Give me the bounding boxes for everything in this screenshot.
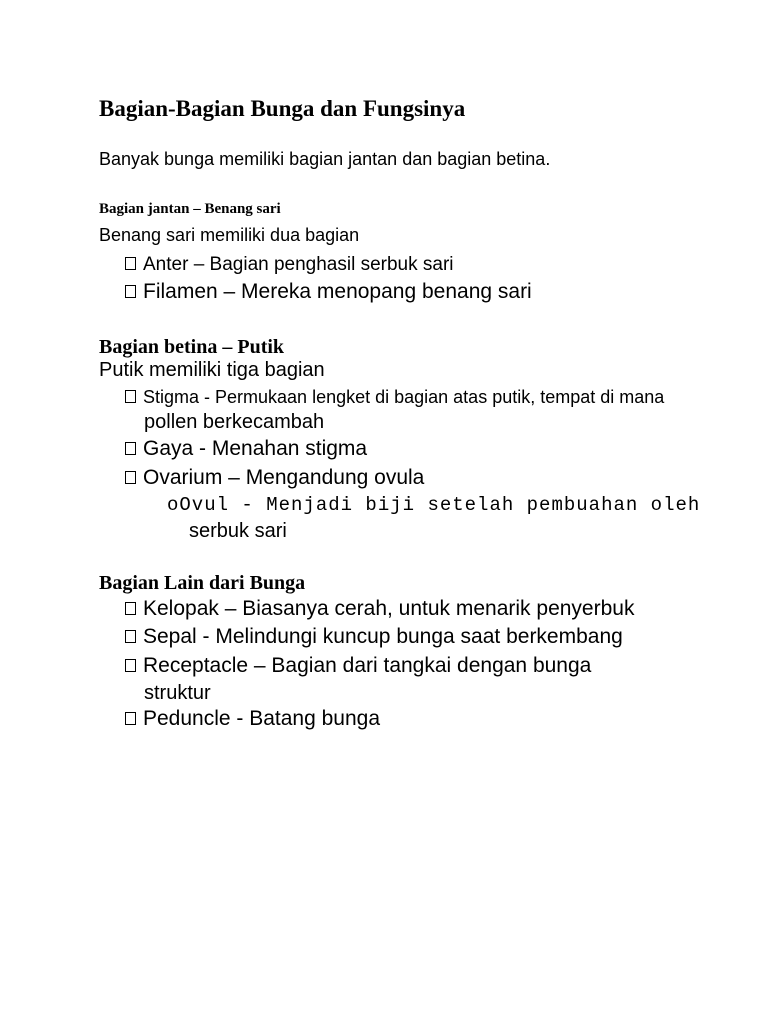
sub-list-item-ovul-continued: serbuk sari <box>189 520 287 542</box>
checkbox-bullet-icon <box>125 471 136 484</box>
list-item-receptacle-continued: struktur <box>144 682 211 704</box>
list-item-stigma: Stigma - Permukaan lengket di bagian atas putik, tempat di mana <box>125 387 664 408</box>
male-section-subtitle: Benang sari memiliki dua bagian <box>99 225 360 245</box>
checkbox-bullet-icon <box>125 390 136 403</box>
female-section-heading: Bagian betina – Putik <box>99 336 285 358</box>
page-title: Bagian-Bagian Bunga dan Fungsinya <box>99 96 466 121</box>
other-section-heading: Bagian Lain dari Bunga <box>99 572 306 594</box>
checkbox-bullet-icon <box>125 602 136 615</box>
checkbox-bullet-icon <box>125 257 136 270</box>
checkbox-bullet-icon <box>125 659 136 672</box>
list-item-peduncle: Peduncle - Batang bunga <box>125 707 380 731</box>
intro-text: Banyak bunga memiliki bagian jantan dan bagian betina. <box>99 149 551 169</box>
list-item-gaya: Gaya - Menahan stigma <box>125 437 367 461</box>
list-item-ovarium: Ovarium – Mengandung ovula <box>125 466 424 490</box>
checkbox-bullet-icon <box>125 712 136 725</box>
list-item-kelopak: Kelopak – Biasanya cerah, untuk menarik penyerbuk <box>125 597 634 621</box>
checkbox-bullet-icon <box>125 630 136 643</box>
list-item-receptacle: Receptacle – Bagian dari tangkai dengan bunga <box>125 654 591 678</box>
list-item-sepal: Sepal - Melindungi kuncup bunga saat berkembang <box>125 625 623 649</box>
checkbox-bullet-icon <box>125 442 136 455</box>
list-item-stigma-continued: pollen berkecambah <box>144 411 325 433</box>
male-section-heading: Bagian jantan – Benang sari <box>99 201 281 217</box>
sub-list-item-ovul: oOvul - Menjadi biji setelah pembuahan oleh <box>167 494 701 516</box>
list-item-filamen: Filamen – Mereka menopang benang sari <box>125 280 532 304</box>
checkbox-bullet-icon <box>125 285 136 298</box>
list-item-anter: Anter – Bagian penghasil serbuk sari <box>125 254 454 276</box>
female-section-subtitle: Putik memiliki tiga bagian <box>99 359 325 381</box>
